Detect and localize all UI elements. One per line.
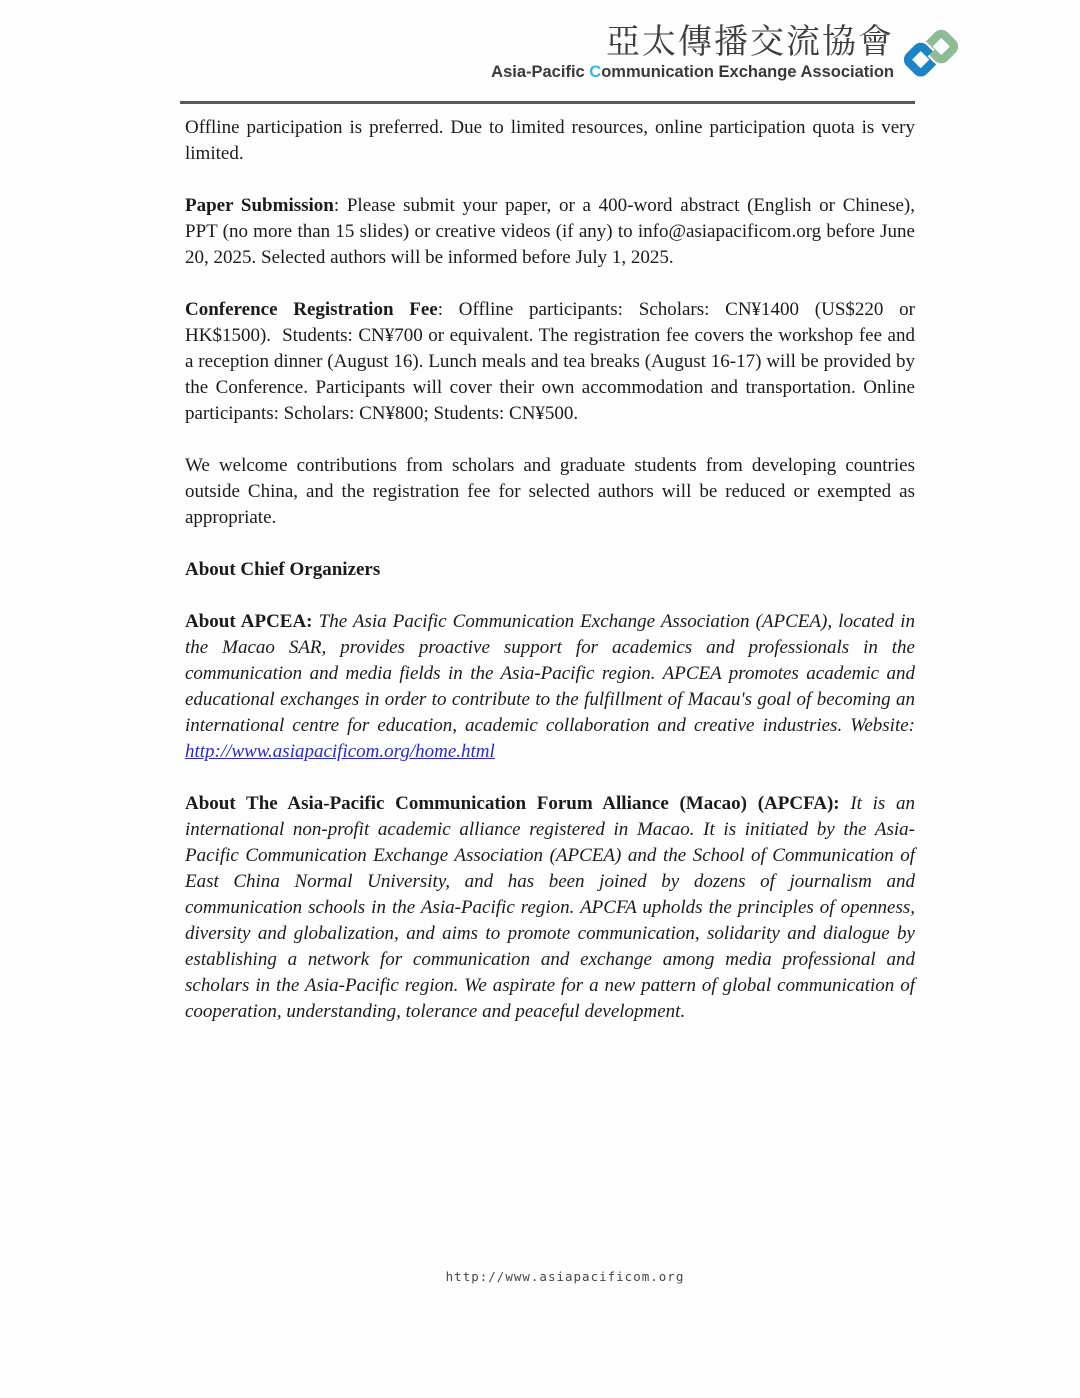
text-run: Offline participation is preferred. Due to limited resources, online participation quota is very limited. bbox=[185, 117, 915, 164]
org-name-chinese: 亞太傳播交流協會 bbox=[606, 23, 894, 61]
interlocked-diamonds-icon bbox=[899, 25, 963, 83]
para-welcome-contributions bbox=[185, 453, 915, 531]
footer-url: http://www.asiapacificom.org bbox=[445, 1269, 685, 1284]
org-brand bbox=[491, 22, 894, 82]
text-run: The Asia Pacific Communication Exchange Association (APCEA), located in the Macao SAR, provides proactive support for academics and professionals in the communication and media fields in the Asia-Pacific region. APCEA promotes academic and educational exchanges in order to contribute to the fulfillment of Macau's goal of becoming an international centre for education, academic collaboration and creative industries. Website: bbox=[185, 611, 916, 736]
para-about-apcfa bbox=[185, 791, 915, 1025]
subtitle-after: ommunication Exchange Association bbox=[601, 63, 894, 81]
text-run: : Offline participants: Scholars: CN¥1400 (US$220 or HK$1500). Students: CN¥700 or equivalent. The registration fee covers the workshop fee and a reception dinner (August 16). Lunch meals and tea breaks (August 16-17) will be provided by the Conference. Participants will cover their own accommodation and transportation. Online participants: Scholars: CN¥800; Students: CN¥500. bbox=[185, 299, 915, 424]
bold-run: About Chief Organizers bbox=[185, 559, 381, 580]
header-divider bbox=[180, 101, 915, 104]
text-run: It is an international non-profit academic alliance registered in Macao. It is initiated by the Asia-Pacific Communication Exchange Association (APCEA) and the School of Communication of East China Normal University, and has been joined by dozens of journalism and communication schools in the Asia-Pacific region. APCFA upholds the principles of openness, diversity and globalization, and aims to promote communication, solidarity and dialogue by establishing a network for communication and exchange among media professional and scholars in the Asia-Pacific region. We aspirate for a new pattern of global communication of cooperation, understanding, tolerance and peaceful development. bbox=[185, 793, 916, 1022]
subtitle-before: Asia-Pacific bbox=[491, 63, 590, 81]
subtitle-highlight: C bbox=[589, 63, 602, 81]
bold-run: Paper Submission bbox=[185, 195, 334, 216]
bold-run: Conference Registration Fee bbox=[185, 299, 438, 320]
para-registration-fee bbox=[185, 297, 915, 427]
page-footer bbox=[185, 1268, 945, 1286]
heading-about-chief-organizers bbox=[185, 557, 915, 583]
website-link[interactable]: http://www.asiapacificom.org/home.html bbox=[185, 741, 495, 762]
bold-run: About The Asia-Pacific Communication Forum Alliance (Macao) (APCFA): bbox=[185, 793, 851, 814]
org-name-english bbox=[491, 63, 894, 82]
text-run: : Please submit your paper, or a 400-word abstract (English or Chinese), PPT (no more than 15 slides) or creative videos (if any) to info@asiapacificom.org before June 20, 2025. Selected authors will be informed before July 1, 2025. bbox=[185, 195, 915, 268]
para-paper-submission bbox=[185, 193, 915, 271]
bold-run: About APCEA: bbox=[185, 611, 319, 632]
para-about-apcea bbox=[185, 609, 915, 765]
para-offline-participation bbox=[185, 115, 915, 167]
document-body bbox=[185, 115, 915, 1051]
text-run: We welcome contributions from scholars and graduate students from developing countries outside China, and the registration fee for selected authors will be reduced or exempted as appropriate. bbox=[185, 455, 915, 528]
